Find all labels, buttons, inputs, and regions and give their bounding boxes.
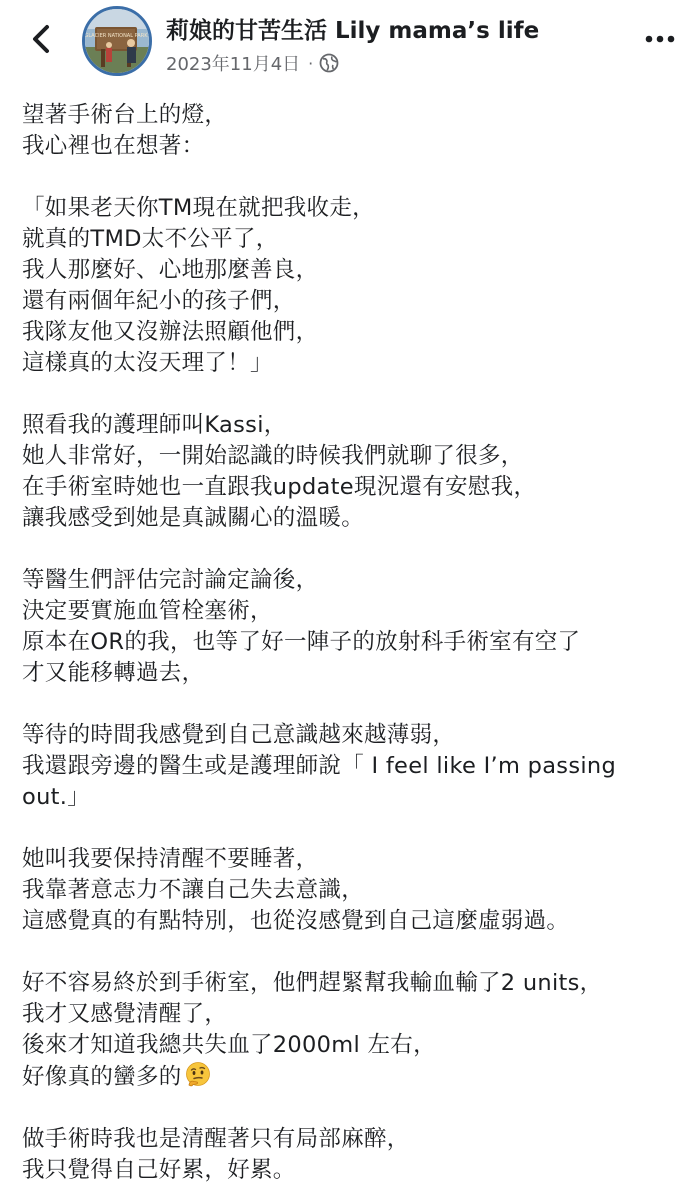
post-paragraph — [22, 1124, 672, 1186]
post-paragraph — [22, 100, 672, 162]
post-text-line — [22, 658, 672, 689]
post-text: 這樣真的太沒天理了！」 — [22, 350, 273, 376]
post-text: 我還跟旁邊的醫生或是護理師說「 I feel like I’m passing — [22, 753, 617, 779]
post-text: out.」 — [22, 784, 91, 810]
post-text-line — [22, 1155, 672, 1186]
post-text-line — [22, 782, 672, 813]
post-text-line — [22, 565, 672, 596]
post-text-line — [22, 224, 672, 255]
post-date[interactable]: 2023年11月4日 — [166, 54, 301, 75]
post-text: 就真的TMD太不公平了， — [22, 226, 279, 252]
post-header — [0, 0, 686, 86]
post-text-line — [22, 627, 672, 658]
post-paragraph — [22, 844, 672, 937]
post-meta — [166, 50, 339, 76]
post-text: 好像真的蠻多的 — [22, 1064, 182, 1090]
post-text-line — [22, 720, 672, 751]
post-text: 「如果老天你TM現在就把我收走， — [22, 195, 375, 221]
globe-icon — [319, 53, 339, 73]
post-text: 後來才知道我總共失血了2000ml 左右， — [22, 1032, 436, 1058]
post-text: 她叫我要保持清醒不要睡著， — [22, 846, 319, 872]
post-text: 這感覺真的有點特別，也從沒感覺到自己這麼虛弱過。 — [22, 908, 570, 934]
thinking-face-icon — [184, 1061, 212, 1089]
post-text: 原本在OR的我，也等了好一陣子的放射科手術室有空了 — [22, 629, 581, 655]
post-text: 讓我感受到她是真誠關心的溫暖。 — [22, 505, 365, 531]
post-paragraph — [22, 410, 672, 534]
post-text: 等待的時間我感覺到自己意識越來越薄弱， — [22, 722, 456, 748]
post-paragraph — [22, 720, 672, 813]
post-paragraph — [22, 565, 672, 689]
post-text: 我人那麼好、心地那麼善良， — [22, 257, 319, 283]
post-text-line — [22, 410, 672, 441]
post-text: 我才又感覺清醒了， — [22, 1001, 228, 1027]
post-text-line — [22, 348, 672, 379]
post-text-line — [22, 1061, 672, 1093]
post-text-line — [22, 844, 672, 875]
post-text: 我心裡也在想著： — [22, 133, 205, 159]
post-text-line — [22, 503, 672, 534]
post-text: 好不容易終於到手術室，他們趕緊幫我輸血輸了2 units， — [22, 970, 603, 996]
post-text-line — [22, 906, 672, 937]
post-text-line — [22, 286, 672, 317]
post-text: 她人非常好，一開始認識的時候我們就聊了很多， — [22, 443, 524, 469]
post-text-line — [22, 317, 672, 348]
post-text: 在手術室時她也一直跟我update現況還有安慰我， — [22, 474, 537, 500]
more-horizontal-icon — [645, 35, 675, 43]
post-text-line — [22, 999, 672, 1030]
post-text-line — [22, 968, 672, 999]
more-options-button[interactable] — [642, 26, 678, 52]
post-text: 我隊友他又沒辦法照顧他們， — [22, 319, 319, 345]
post-text-line — [22, 100, 672, 131]
post-text: 還有兩個年紀小的孩子們， — [22, 288, 296, 314]
post-text: 才又能移轉過去， — [22, 660, 205, 686]
post-paragraph — [22, 193, 672, 379]
post-text-line — [22, 875, 672, 906]
post-text: 決定要實施血管栓塞術， — [22, 598, 273, 624]
post-text-line — [22, 751, 672, 782]
post-text-line — [22, 193, 672, 224]
post-body — [22, 100, 672, 1200]
chevron-left-icon — [31, 24, 51, 54]
post-text-line — [22, 472, 672, 503]
post-text-line — [22, 255, 672, 286]
post-text: 照看我的護理師叫Kassi， — [22, 412, 287, 438]
post-text-line — [22, 441, 672, 472]
post-text: 望著手術台上的燈， — [22, 102, 228, 128]
glacier-park-sign-image — [85, 9, 149, 73]
post-paragraph — [22, 968, 672, 1093]
post-text: 我靠著意志力不讓自己失去意識， — [22, 877, 365, 903]
post-text: 做手術時我也是清醒著只有局部麻醉， — [22, 1126, 410, 1152]
post-text: 等醫生們評估完討論定論後， — [22, 567, 319, 593]
back-button[interactable] — [24, 22, 58, 56]
post-text-line — [22, 1030, 672, 1061]
post-text-line — [22, 1124, 672, 1155]
avatar-sign-text: GLACIER NATIONAL PARK — [85, 33, 148, 39]
post-text-line — [22, 596, 672, 627]
avatar[interactable] — [82, 6, 152, 76]
post-text-line — [22, 131, 672, 162]
author-name[interactable]: 莉娘的甘苦生活 Lily mama’s life — [166, 18, 540, 44]
meta-separator: · — [308, 53, 314, 73]
post-text: 我只覺得自己好累，好累。 — [22, 1157, 296, 1183]
